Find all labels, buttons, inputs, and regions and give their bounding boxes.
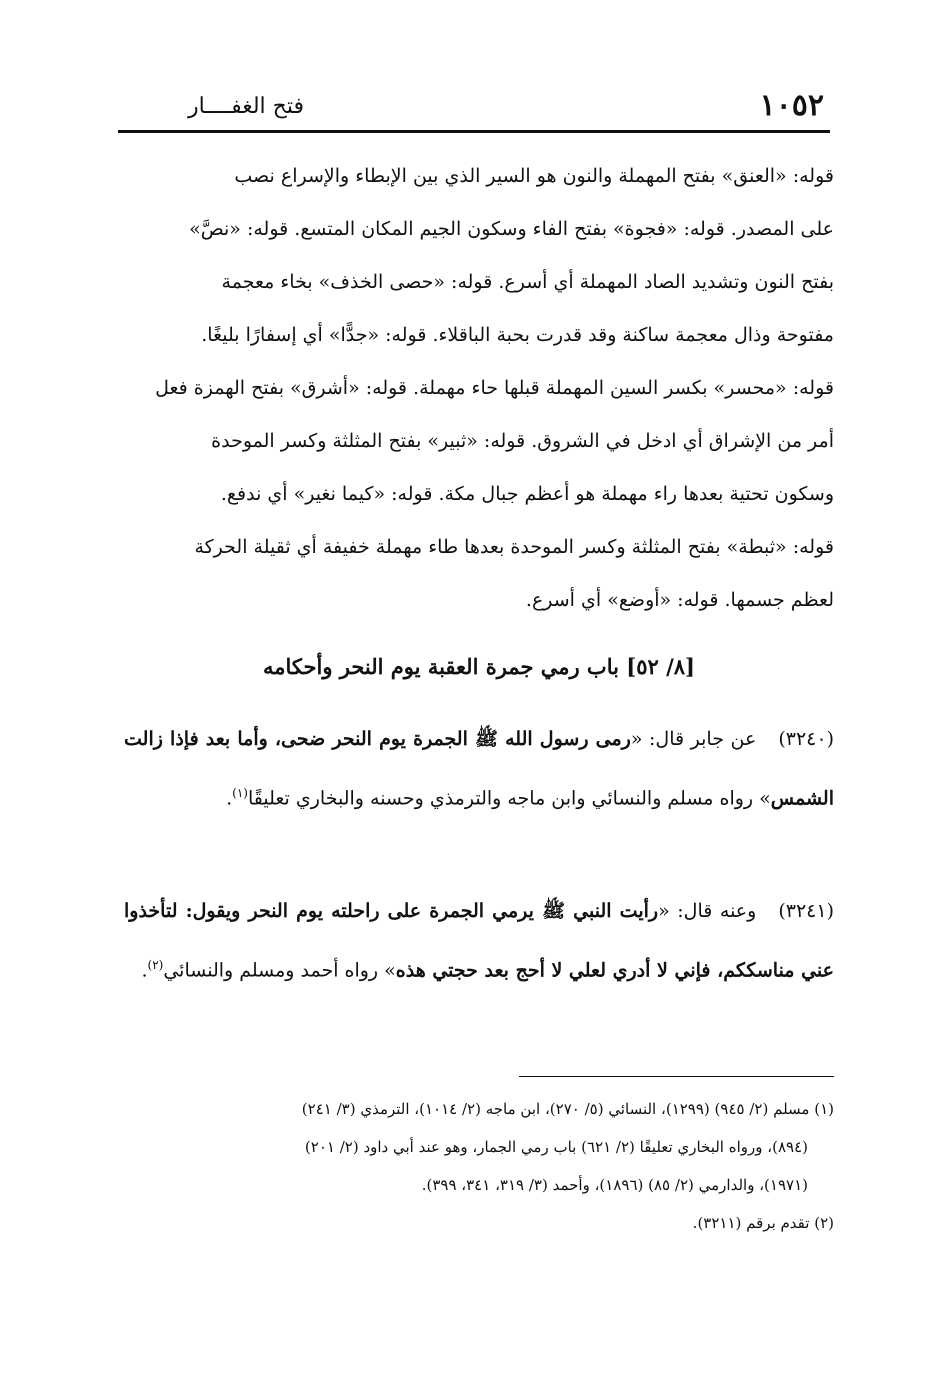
commentary-paragraph — [124, 150, 834, 627]
commentary-line: قوله: «العنق» بفتح المهملة والنون هو السير الذي بين الإبطاء والإسراع نصب — [234, 165, 834, 187]
hadith-source: » رواه مسلم والنسائي وابن ماجه والترمذي وحسنه والبخاري تعليقًا — [247, 787, 771, 810]
footnote-1-cont: (٨٩٤)، ورواه البخاري تعليقًا (٢/ ٦٢١) باب رمي الجمار، وهو عند أبي داود (٢/ ٢٠١) — [304, 1138, 808, 1156]
footnote-1: (١) مسلم (٢/ ٩٤٥) (١٢٩٩)، النسائي (٥/ ٢٧٠)، ابن ماجه (٢/ ١٠١٤)، الترمذي (٣/ ٢٤١) — [301, 1100, 834, 1118]
commentary-line: وسكون تحتية بعدها راء مهملة هو أعظم جبال مكة. قوله: «كيما نغير» أي ندفع. — [220, 483, 834, 505]
commentary-line: بفتح النون وتشديد الصاد المهملة أي أسرع. قوله: «حصى الخذف» بخاء معجمة — [221, 271, 834, 293]
footnote-2: (٢) تقدم برقم (٣٢١١). — [692, 1214, 834, 1232]
commentary-line: قوله: «محسر» بكسر السين المهملة قبلها حاء مهملة. قوله: «أشرق» بفتح الهمزة فعل — [155, 377, 834, 399]
hadith-source: » رواه أحمد ومسلم والنسائي — [163, 959, 396, 982]
commentary-line: قوله: «ثبطة» بفتح المثلثة وكسر الموحدة بعدها طاء مهملة خفيفة أي ثقيلة الحركة — [194, 536, 834, 558]
commentary-line: على المصدر. قوله: «فجوة» بفتح الفاء وسكون الجيم المكان المتسع. قوله: «نصَّ» — [189, 218, 834, 240]
book-title: فتح الغفــــار — [188, 94, 305, 119]
footnote-ref[interactable]: (١) — [232, 786, 248, 800]
commentary-line: مفتوحة وذال معجمة ساكنة وقد قدرت بحبة الباقلاء. قوله: «جدًّا» أي إسفارًا بليغًا. — [201, 324, 834, 346]
hadith-number: (٣٢٤٠) — [778, 728, 834, 750]
footnote-separator — [519, 1076, 834, 1077]
hadith-number: (٣٢٤١) — [778, 900, 834, 922]
commentary-line: أمر من الإشراق أي ادخل في الشروق. قوله: «ثبير» بفتح المثلثة وكسر الموحدة — [211, 430, 834, 452]
hadith-intro: وعنه قال: « — [658, 900, 757, 922]
commentary-line: لعظم جسمها. قوله: «أوضع» أي أسرع. — [525, 589, 834, 611]
hadith-text: رأيت النبي ﷺ يرمي الجمرة على راحلته يوم النحر ويقول: لتأخذوا عني مناسككم، فإني لا أدري لعلي لا أحج بعد حجتي هذه — [124, 900, 834, 982]
hadith-text: رمى رسول الله ﷺ الجمرة يوم النحر ضحى، وأما بعد فإذا زالت الشمس — [124, 728, 834, 810]
footnote-1-cont: (١٩٧١)، والدارمي (٢/ ٨٥) (١٨٩٦)، وأحمد (٣/ ٣١٩، ٣٤١، ٣٩٩). — [421, 1176, 808, 1194]
hadith-intro: عن جابر قال: « — [630, 728, 757, 750]
hadith-3241 — [124, 884, 834, 997]
sentence-end: . — [226, 787, 233, 810]
header-rule — [118, 130, 830, 133]
sentence-end: . — [141, 959, 148, 982]
running-header — [118, 78, 830, 132]
page-number: ١٠٥٢ — [759, 88, 824, 123]
footnotes — [124, 1090, 834, 1242]
section-heading: [٨/ ٥٢] باب رمي جمرة العقبة يوم النحر وأحكامه — [263, 654, 695, 679]
hadith-3240 — [124, 712, 834, 825]
footnote-ref[interactable]: (٢) — [147, 958, 164, 972]
